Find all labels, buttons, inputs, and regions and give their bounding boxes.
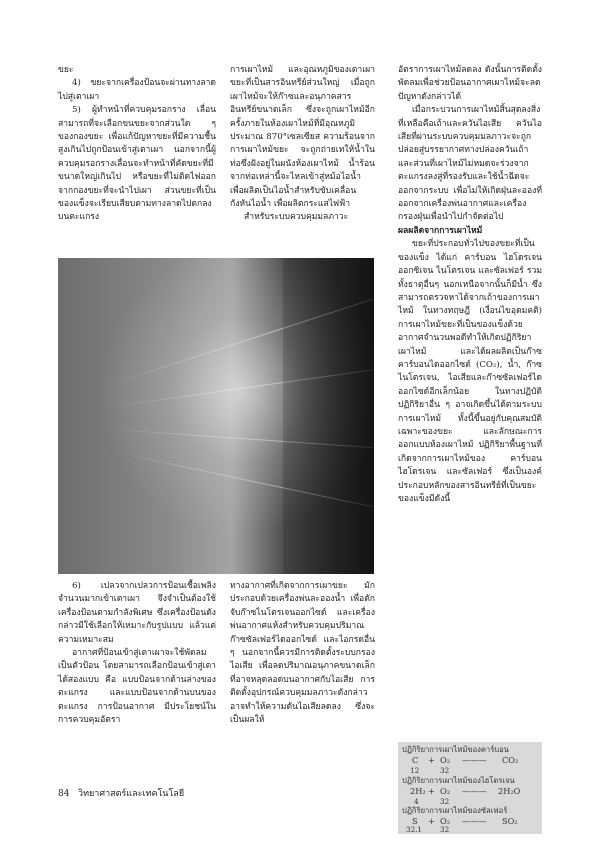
paragraph: อัตราการเผาไหม้ลดลง ดังนั้นการติดตั้งพัดลมเพื่อช่วยป้อนอากาศเผาไหม้จะลดปัญหาดังกล่าวได้: [398, 65, 542, 102]
carbon-plus: +: [428, 755, 435, 765]
sulfur-mass-1: 32.1: [406, 825, 423, 834]
hydrogen-product: 2H₂O: [498, 786, 521, 796]
page-number: 84: [58, 789, 70, 799]
reaction-box: [398, 742, 542, 834]
carbon-arrow: ———: [462, 755, 487, 765]
sulfur-mass-2: 32: [440, 825, 450, 834]
paragraph: ขยะ: [58, 65, 74, 75]
carbon-reactant-1: C: [412, 755, 419, 765]
hydrogen-reaction-title: ปฏิกิริยาการเผาไหม้ของไฮโดรเจน: [402, 776, 515, 785]
paragraph: 5) ผู้ทำหน้าที่ควบคุมรอกราง เลื่อน สามารถที่จะเลือกขนขยะจากส่วนใด ๆ ของกองขยะ เพื่อแก้ปัญหาขยะที่มีความชื้นสูงเกินไปถูกป้อนเข้าสู่เตาเผา นอกจากนี้ผู้ควบคุมรอกรางเลื่อนจะทำหน้าที่คัดขยะที่มีขนาดใหญ่เกินไป หรือขยะที่ไม่ติดไฟออกจากกองขยะที่จะนำไปเผา ส่วนขยะที่เป็นของแข็งจะเรียบเสียบตามทางลาดไปตกลงบนตะแกรง: [58, 105, 216, 223]
sulfur-product: SO₂: [502, 816, 518, 826]
sulfur-arrow: ———: [462, 816, 487, 826]
carbon-product: CO₂: [502, 755, 519, 765]
column-3-text: [398, 64, 542, 506]
paragraph: ขยะที่ประกอบทั่วไปของขยะที่เป็นของแข็ง ได้แก่ คาร์บอน ไฮโดรเจน ออกซิเจน ไนโตรเจน และซัลเฟอร์ รวมทั้งธาตุอื่นๆ นอกเหนือจากนั้นก็มีน้ำ ซึ่งสามารถตรวจหาได้จากเถ้าของการเผาไหม้ ในทางทฤษฎี (เงื่อนไขอุดมคติ) การเผาไหม้ขยะที่เป็นของแข็งด้วยอากาศจำนวนพอดีทำให้เกิดปฏิกิริยาเผาไหม้ และได้ผลผลิตเป็นก๊าซคาร์บอนไดออกไซด์ (CO₂), น้ำ, ก๊าซไนโตรเจน, ไอเสียและก๊าซซัลเฟอร์ไดออกไซด์อีกเล็กน้อย ในทางปฏิบัติปฏิกิริยาอื่น ๆ อาจเกิดขึ้นได้ตามระบบการเผาไหม้ ทั้งนี้ขึ้นอยู่กับคุณสมบัติเฉพาะของขยะ และลักษณะการออกแบบห้องเผาไหม้ ปฏิกิริยาพื้นฐานที่เกิดจากการเผาไหม้ของ คาร์บอน ไฮโดรเจน และซัลเฟอร์ ซึ่งเป็นองค์ประกอบหลักของสารอินทรีย์ที่เป็นขยะของแข็งมีดังนี้: [398, 239, 542, 504]
hydrogen-arrow: ———: [462, 786, 487, 796]
paragraph: สำหรับระบบควบคุมมลภาวะ: [244, 212, 349, 223]
hydrogen-reactant-1: 2H₂: [410, 786, 426, 796]
journal-name: วิทยาศาสตร์และเทคโนโลยี: [78, 789, 185, 799]
paragraph: อากาศที่ป้อนเข้าสู่เตาเผาจะใช้พัดลมเป็นตัวป้อน โดยสามารถเลือกป้อนเข้าสู่เตาได้สองแบบ คือ แบบป้อนจากด้านล่างของตะแกรง และแบบป้อนจากด้านบนของตะแกรง การป้อนอากาศ มีประโยชน์ในการควบคุมอัตรา: [58, 648, 216, 726]
page-footer: [58, 786, 184, 800]
carbon-reaction-title: ปฏิกิริยาการเผาไหม้ของคาร์บอน: [402, 745, 509, 754]
sulfur-reactant-2: O₂: [440, 816, 450, 826]
incinerator-photo: [58, 258, 374, 574]
hydrogen-mass-2: 32: [440, 797, 450, 806]
carbon-mass-2: 32: [440, 766, 450, 775]
hydrogen-mass-1: 4: [414, 797, 419, 806]
hydrogen-plus: +: [428, 786, 435, 796]
carbon-reactant-2: O₂: [440, 755, 450, 765]
column-2-bottom-text: [230, 580, 375, 727]
sulfur-plus: +: [428, 816, 435, 826]
paragraph: การเผาไหม้ และอุณหภูมิของเตาเผาขยะที่เป็นสารอินทรีย์ส่วนใหญ่ เมื่อถูกเผาไหม้จะให้ก๊าซและอนุภาคสารอินทรีย์ขนาดเล็ก ซึ่งจะถูกเผาไหม้อีกครั้งภายในห้องเผาไหม้ที่มีอุณหภูมิประมาณ 870°เซลเซียส ความร้อนจากการเผาไหม้ขยะ จะถูกถ่ายเทให้น้ำในท่อซึ่งฝังอยู่ในผนังห้องเผาไหม้ น้ำร้อนจากท่อเหล่านี้จะไหลเข้าสู่หม้อไอน้ำ เพื่อผลิตเป็นไอน้ำสำหรับขับเคลื่อนกังหันไอน้ำ เพื่อผลิตกระแสไฟฟ้า: [230, 65, 375, 210]
sulfur-reactant-1: S: [412, 816, 418, 826]
carbon-mass-1: 12: [410, 766, 420, 775]
column-2-top-text: [230, 64, 375, 225]
column-1-top-text: [58, 64, 216, 225]
paragraph: 6) เปลวจากเปลวการป้อนเชื้อเพลิงจำนวนมากเข้าเตาเผา จึงจำเป็นต้องใช้เครื่องป้อนตามกำลังพิเศษ ซึ่งเครื่องป้อนดังกล่าวมีใช้เลือกให้เหมาะกับรูปแบบ แล้วแต่ความเหมาะสม: [58, 581, 216, 645]
hydrogen-reactant-2: O₂: [440, 786, 450, 796]
paragraph: ทางอากาศที่เกิดจากการเผาขยะ มักประกอบด้วยเครื่องพ่นละอองน้ำ เพื่อดักจับก๊าซไนโตรเจนออกไซด์ และเครื่องพ่นอากาศแห้งสำหรับควบคุมปริมาณก๊าซซัลเฟอร์ไดออกไซด์ และไอกรดอื่น ๆ นอกจากนี้ควรมีการติดตั้งระบบกรองไอเสีย เพื่อลดปริมาณอนุภาคขนาดเล็กที่อาจหลุดลอดบนอากาศกับไอเสีย การติดตั้งอุปกรณ์ควบคุมมลภาวะดังกล่าว อาจทำให้ความดันไอเสียลดลง ซึ่งจะเป็นผลให้: [230, 581, 375, 726]
paragraph: 4) ขยะจากเครื่องป้อนจะผ่านทางลาดไปสู่เตาเผา: [58, 78, 216, 102]
column-1-bottom-text: [58, 580, 216, 727]
sulfur-reaction-title: ปฏิกิริยาการเผาไหม้ของซัลเฟอร์: [402, 806, 508, 815]
section-heading: ผลผลิตจากการเผาไหม้: [398, 225, 483, 236]
paragraph: เมื่อกระบวนการเผาไหม้สิ้นสุดลงสิ่งที่เหลือคือเถ้าและควันไอเสีย ควันไอเสียที่ผ่านระบบควบคุมมลภาวะจะถูกปล่อยสู่บรรยากาศทางปล่องควันเถ้าและส่วนที่เผาไหม้ไม่หมดจะร่วงจากตะแกรงลงสู่ที่รองรับและใช้น้ำฉีดจะออกจากระบบ เพื่อไม่ให้เกิดฝุ่นละอองที่ออกจากเครื่องพ่นอากาศและเครื่องกรองฝุ่นเพื่อนำไปกำจัดต่อไป: [398, 105, 542, 223]
